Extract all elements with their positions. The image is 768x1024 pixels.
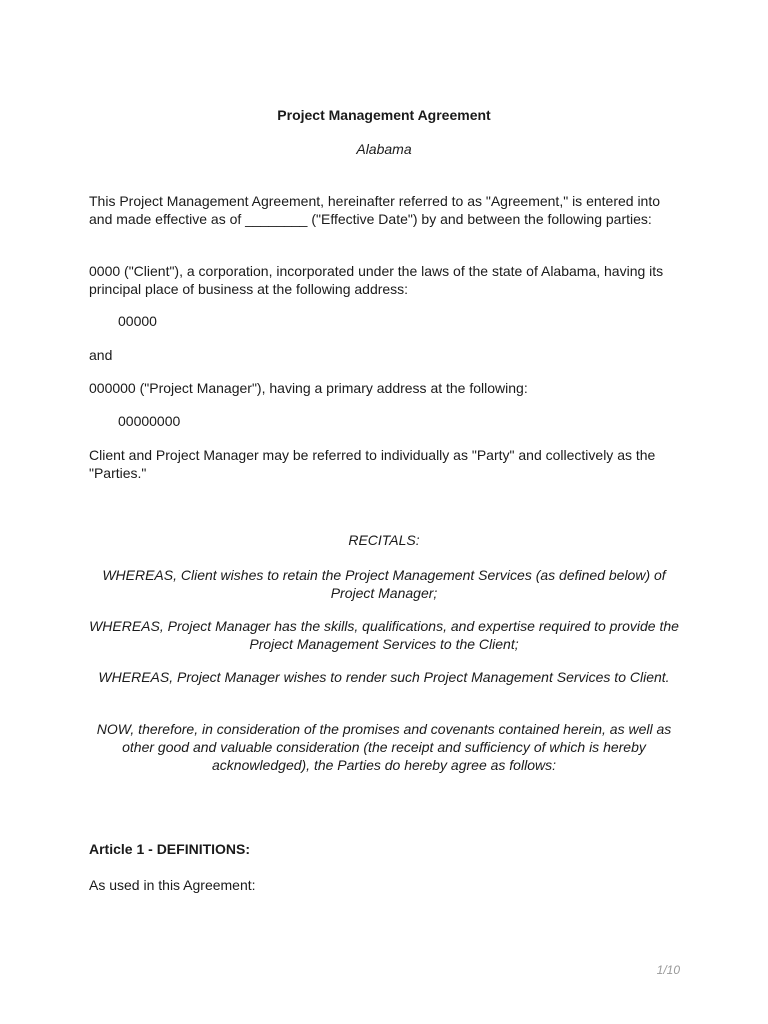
recital-now-therefore: NOW, therefore, in consideration of the promises and covenants contained herein, as well as other good and valuable consideration (the receipt and sufficiency of which is hereby acknowledged), the Parties do hereby agree as follows: [96,721,672,773]
state-subtitle: Alabama [356,141,412,157]
and-text: and [89,347,113,363]
recitals-heading: RECITALS: [348,532,420,548]
article-1-heading: Article 1 - DEFINITIONS: [89,841,251,857]
manager-paragraph: 000000 ("Project Manager"), having a primary address at the following: [89,380,528,396]
client-address: 00000 [118,313,157,329]
recital-1: WHEREAS, Client wishes to retain the Project Management Services (as defined below) of Project Manager; [102,567,666,601]
intro-paragraph: This Project Management Agreement, hereinafter referred to as "Agreement," is entered into and made effective as of ________ ("Effective Date") by and between the following parties: [89,193,661,227]
recital-2: WHEREAS, Project Manager has the skills, qualifications, and expertise required to provide the Project Management Services to the Client; [89,618,679,652]
manager-address: 00000000 [118,413,181,429]
page-number: 1/10 [656,963,680,977]
recital-3: WHEREAS, Project Manager wishes to render such Project Management Services to Client. [98,669,670,685]
parties-paragraph: Client and Project Manager may be referred to individually as "Party" and collectively as the "Parties." [89,447,656,481]
article-1-intro: As used in this Agreement: [89,877,256,893]
client-paragraph: 0000 ("Client"), a corporation, incorporated under the laws of the state of Alabama, having its principal place of business at the following address: [89,263,664,297]
page-title: Project Management Agreement [277,107,491,123]
